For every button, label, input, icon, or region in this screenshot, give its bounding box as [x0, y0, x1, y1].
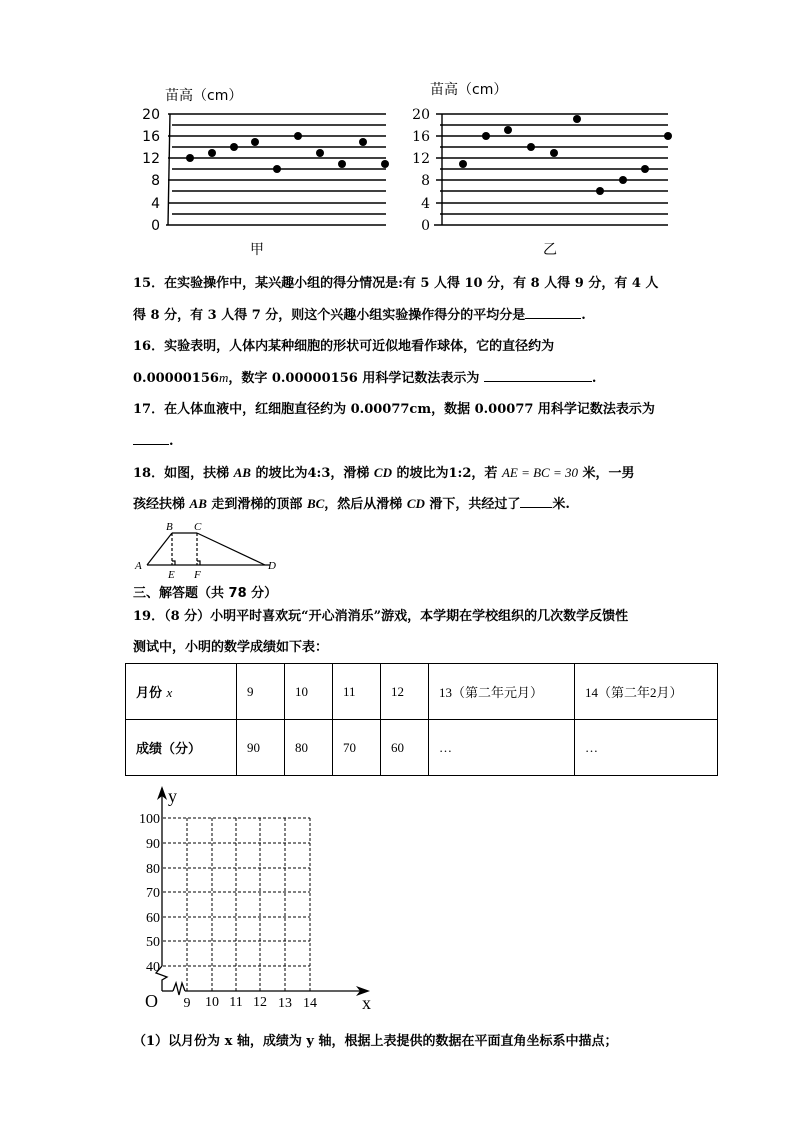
q15-line1: 15．在实验操作中，某兴趣小组的得分情况是:有 5 人得 10 分，有 8 人得 9 分，有 4 人 [133, 276, 659, 291]
q18-equation: AE = BC = 30 [501, 465, 578, 480]
y-tick: 80 [146, 862, 160, 877]
chart-jia-caption: 甲 [250, 242, 264, 258]
table-row-month [126, 664, 718, 720]
origin-label: O [145, 991, 158, 1011]
table-header-score: 成绩（分） [126, 720, 237, 776]
table-cell: 14（第二年2月） [575, 664, 718, 720]
chart-yi-yticks [412, 107, 430, 234]
q19-sub1: （1）以月份为 x 轴，成绩为 y 轴，根据上表提供的数据在平面直角坐标系中描点； [133, 1034, 618, 1049]
chart-jia-ylabel: 苗高（cm） [165, 88, 243, 104]
label-e: E [168, 569, 175, 580]
grid-dashed-lines [163, 818, 310, 991]
q18-text-1c: 的坡比为1:2，若 [391, 466, 502, 481]
x-axis-label: x [362, 993, 371, 1013]
table-cell: 12 [381, 664, 429, 720]
q18-text-2c: ，然后从滑梯 [324, 497, 407, 512]
chart-yi-gridlines [434, 114, 668, 225]
y-tick: 50 [146, 935, 160, 950]
q15-line2-text: 得 8 分，有 3 人得 7 分，则这个兴趣小组实验操作得分的平均分是 [133, 308, 526, 323]
chart-yi-points [459, 115, 672, 195]
svg-text:12: 12 [412, 151, 430, 167]
table-cell: 13（第二年元月） [429, 664, 575, 720]
q18-bc: BC [306, 496, 325, 511]
svg-text:4: 4 [421, 196, 430, 212]
chart-jia-points [186, 132, 389, 173]
q17-line2 [133, 432, 174, 451]
table-cell: 10 [285, 664, 333, 720]
q16-end: . [591, 371, 597, 386]
q18-text-1a: 18．如图，扶梯 [133, 466, 234, 481]
x-tick: 13 [278, 996, 292, 1011]
table-cell: 11 [333, 664, 381, 720]
label-c: C [194, 521, 202, 533]
table-cell: 9 [237, 664, 285, 720]
q18-text-1d: 米，一男 [577, 466, 635, 481]
q15-answer-blank[interactable] [525, 306, 581, 319]
chart-jia-yticks [142, 107, 160, 234]
chart-yi-caption: 乙 [543, 242, 557, 258]
section-heading: 三、解答题（共 78 分） [133, 586, 278, 601]
q15-end: . [581, 308, 586, 323]
chart-yi [400, 78, 685, 263]
svg-text:8: 8 [151, 173, 160, 189]
q16-line1: 16．实验表明，人体内某种细胞的形状可近似地看作球体，它的直径约为 [133, 339, 555, 354]
table-header-month: 月份 x [126, 664, 237, 720]
q16-number: 0.00000156 [133, 371, 219, 386]
svg-text:0: 0 [421, 218, 430, 234]
q18-line2 [133, 495, 570, 514]
q16-line2-text: ，数字 0.00000156 用科学记数法表示为 [228, 371, 484, 386]
x-tick: 12 [253, 995, 267, 1010]
q18-text-2d: 滑下，共经过了 [424, 497, 521, 512]
q17-answer-blank[interactable] [133, 432, 169, 445]
svg-text:12: 12 [142, 151, 160, 167]
score-table [125, 663, 718, 776]
chart-yi-ylabel: 苗高（cm） [430, 82, 508, 98]
svg-text:8: 8 [421, 173, 430, 189]
table-cell: 90 [237, 720, 285, 776]
q18-ab-2: AB [189, 496, 207, 511]
q17-line1: 17．在人体血液中，红细胞直径约为 0.00077cm，数据 0.00077 用科学记数法表示为 [133, 402, 655, 417]
chart-yi-svg [400, 78, 685, 263]
q17-end: . [169, 434, 174, 449]
y-tick: 100 [139, 812, 160, 827]
chart-jia-svg [130, 78, 400, 263]
svg-text:20: 20 [412, 107, 430, 123]
svg-text:20: 20 [142, 107, 160, 123]
table-cell: 70 [333, 720, 381, 776]
q16-unit: m [218, 370, 229, 385]
q16-answer-blank[interactable] [484, 369, 592, 382]
label-d: D [268, 560, 276, 572]
svg-text:16: 16 [412, 129, 430, 145]
x-tick: 10 [205, 995, 219, 1010]
q18-cd-2: CD [406, 496, 425, 511]
x-tick: 14 [303, 996, 317, 1011]
x-tick: 9 [183, 996, 191, 1011]
q18-cd: CD [373, 465, 392, 480]
q18-answer-blank[interactable] [520, 495, 552, 508]
y-axis-label: y [168, 786, 177, 806]
y-tick: 60 [146, 911, 160, 926]
y-tick: 40 [146, 960, 160, 975]
q18-ab: AB [233, 465, 251, 480]
q18-text-2a: 孩经扶梯 [133, 497, 190, 512]
q16-line2 [133, 369, 596, 388]
y-tick: 70 [146, 886, 160, 901]
table-cell: 60 [381, 720, 429, 776]
q18-line1 [133, 464, 635, 483]
q18-text-2b: 走到滑梯的顶部 [206, 497, 307, 512]
table-cell: … [575, 720, 718, 776]
coordinate-grid [125, 780, 385, 1020]
table-cell: … [429, 720, 575, 776]
svg-text:16: 16 [142, 129, 160, 145]
table-cell: 80 [285, 720, 333, 776]
q19-line2: 测试中，小明的数学成绩如下表： [133, 640, 329, 655]
svg-text:4: 4 [151, 196, 160, 212]
q18-figure-trapezoid [130, 518, 290, 580]
q15-line2 [133, 306, 586, 325]
x-tick: 11 [229, 995, 243, 1010]
label-b: B [166, 521, 173, 533]
label-a: A [135, 560, 142, 572]
label-f: F [194, 569, 201, 580]
q19-line1: 19．（8 分）小明平时喜欢玩“开心消消乐”游戏，本学期在学校组织的几次数学反馈性 [133, 609, 629, 624]
table-row-score [126, 720, 718, 776]
chart-jia [130, 78, 400, 263]
y-tick: 90 [146, 837, 160, 852]
q18-text-1b: 的坡比为4:3，滑梯 [250, 466, 374, 481]
q18-text-2e: 米. [552, 497, 570, 512]
trapezoid-svg [130, 518, 290, 580]
svg-text:0: 0 [151, 218, 160, 234]
coordinate-grid-svg [125, 780, 385, 1020]
